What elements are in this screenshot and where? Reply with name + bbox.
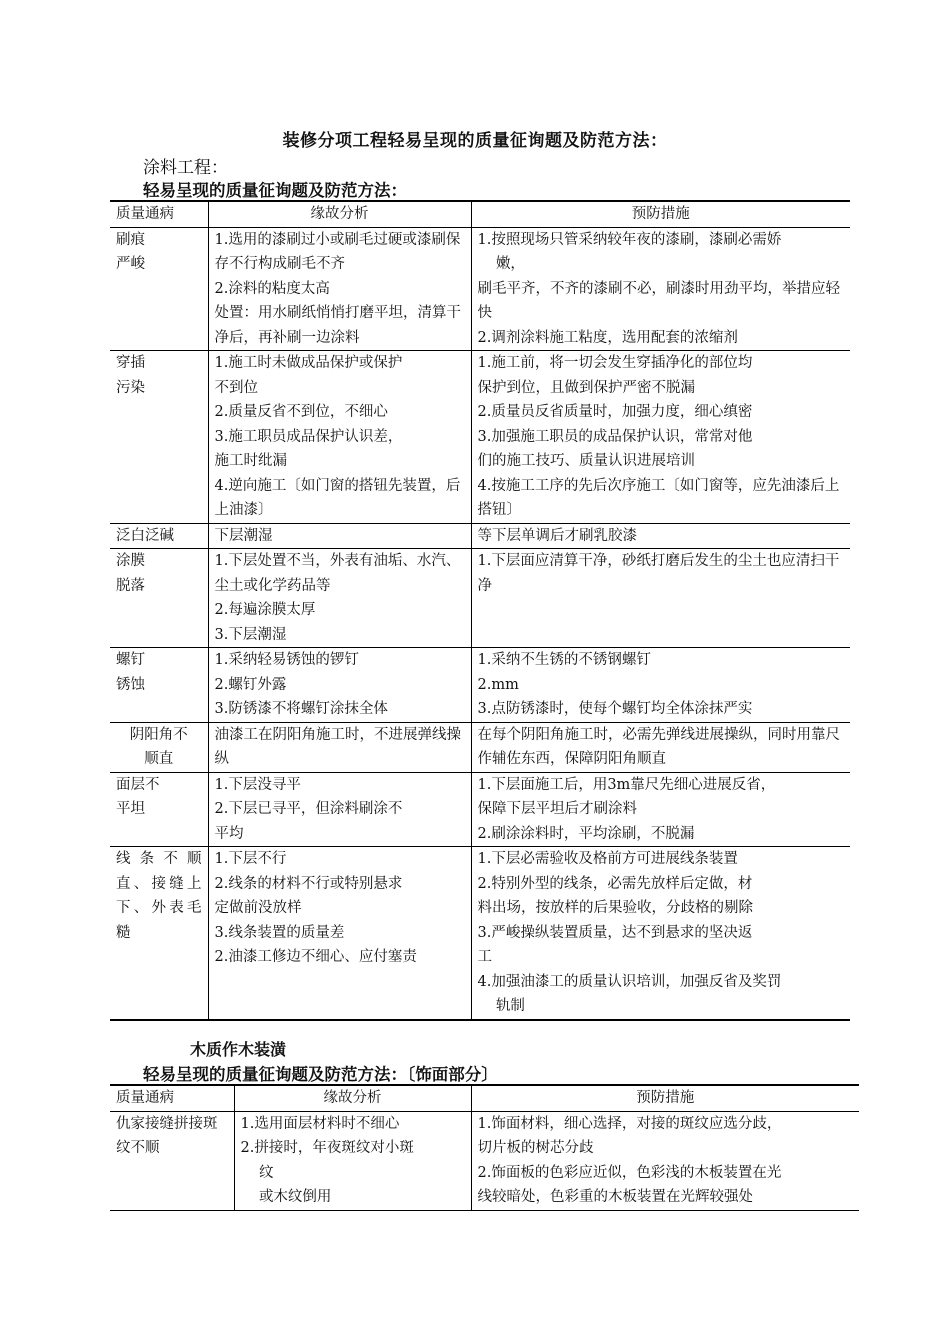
- header-defect: 质量通病: [110, 1085, 234, 1111]
- cell-cause: 1.下层没寻平 2.下层已寻平，但涂料刷涂不 平均: [208, 772, 471, 847]
- section-heading-woodwork: 木质作木装潢: [190, 1040, 287, 1059]
- table-row: [110, 549, 850, 648]
- table-row: [110, 648, 850, 723]
- cell-cause: 1.下层处置不当，外表有油垢、水汽、尘土或化学药品等 2.每遍涂膜太厚 3.下层潮湿: [208, 549, 471, 648]
- header-prevention: 预防措施: [471, 1085, 859, 1111]
- cell-cause: 油漆工在阴阳角施工时，不进展弹线操纵: [208, 722, 471, 772]
- table-row: [110, 847, 850, 1020]
- table-row: [110, 523, 850, 549]
- cell-defect: 仇家接缝拼接斑纹不顺: [110, 1111, 234, 1210]
- cell-prevention: 1.下层必需验收及格前方可进展线条装置 2.特别外型的线条，必需先放样后定做，材 料出场，按放样的后果验收，分歧格的剔除 3.严峻操纵装置质量，达不到悬求的坚决返 工 4.加强油漆工的质量认识培训，加强反省及奖罚 轨制: [471, 847, 850, 1020]
- cell-cause: 1.下层不行 2.线条的材料不行或特别悬求 定做前没放样 3.线条装置的质量差 2.油漆工修边不细心、应付塞责: [208, 847, 471, 1020]
- table-row: [110, 722, 850, 772]
- section-subheading-coating: 轻易呈现的质量征询题及防范方法：: [143, 181, 407, 200]
- cell-prevention: 1.采纳不生锈的不锈钢螺钉 2.mm 3.点防锈漆时，使每个螺钉均全体涂抹严实: [471, 648, 850, 723]
- table-row: [110, 351, 850, 524]
- cell-defect: 穿插 污染: [110, 351, 208, 524]
- cell-prevention: 1.按照现场只管采纳较年夜的漆刷，漆刷必需娇 嫩， 刷毛平齐，不齐的漆刷不必，刷漆时用劲平均，举措应轻快 2.调剂涂料施工粘度，选用配套的浓缩剂: [471, 227, 850, 351]
- cell-defect: 螺钉 锈蚀: [110, 648, 208, 723]
- cell-prevention: 1.下层面应清算干净，砂纸打磨后发生的尘土也应清扫干净: [471, 549, 850, 648]
- cell-prevention: 等下层单调后才刷乳胶漆: [471, 523, 850, 549]
- table-row: [110, 227, 850, 351]
- header-cause: 缘故分析: [234, 1085, 471, 1111]
- header-defect: 质量通病: [110, 201, 208, 227]
- cell-defect: 涂膜 脱落: [110, 549, 208, 648]
- cell-cause: 下层潮湿: [208, 523, 471, 549]
- cell-cause: 1.选用的漆刷过小或刷毛过硬或漆刷保存不行构成刷毛不齐 2.涂料的粘度太高 处置：用水刷纸悄悄打磨平坦，清算干净后，再补刷一边涂料: [208, 227, 471, 351]
- cell-prevention: 1.饰面材料，细心选择，对接的斑纹应选分歧， 切片板的树芯分歧 2.饰面板的色彩应近似，色彩浅的木板装置在光 线较暗处，色彩重的木板装置在光辉较强处: [471, 1111, 859, 1210]
- section-heading-coating: 涂料工程：: [143, 158, 228, 178]
- woodwork-defects-table: [110, 1084, 859, 1211]
- cell-prevention: 1.下层面施工后，用3m靠尺先细心进展反省， 保障下层平坦后才刷涂料 2.刷涂涂料时，平均涂刷，不脱漏: [471, 772, 850, 847]
- page-title: 装修分项工程轻易呈现的质量征询题及防范方法：: [282, 131, 668, 151]
- cell-defect: 阴阳角不 顺直: [110, 722, 208, 772]
- coating-defects-table: [110, 200, 850, 1021]
- cell-defect: 线条不顺直、接缝上下、外表毛糙: [110, 847, 208, 1020]
- table-header-row: [110, 1085, 859, 1111]
- cell-defect: 刷痕 严峻: [110, 227, 208, 351]
- cell-defect: 面层不 平坦: [110, 772, 208, 847]
- header-cause: 缘故分析: [208, 201, 471, 227]
- table-row: [110, 772, 850, 847]
- section-subheading-woodwork: 轻易呈现的质量征询题及防范方法：〔饰面部分〕: [143, 1065, 498, 1084]
- cell-prevention: 1.施工前，将一切会发生穿插净化的部位均 保护到位，且做到保护严密不脱漏 2.质量员反省质量时，加强力度，细心缜密 3.加强施工职员的成品保护认识，常常对他 们的施工技巧、质量认识进展培训 4.按施工工序的先后次序施工〔如门窗等，应先油漆后上搭钮〕: [471, 351, 850, 524]
- cell-cause: 1.采纳轻易锈蚀的锣钉 2.螺钉外露 3.防锈漆不将螺钉涂抹全体: [208, 648, 471, 723]
- cell-cause: 1.选用面层材料时不细心 2.拼接时，年夜斑纹对小斑 纹 或木纹倒用: [234, 1111, 471, 1210]
- header-prevention: 预防措施: [471, 201, 850, 227]
- table-row: [110, 1111, 859, 1210]
- cell-prevention: 在每个阴阳角施工时，必需先弹线进展操纵，同时用靠尺作辅佐东西，保障阴阳角顺直: [471, 722, 850, 772]
- cell-defect: 泛白泛碱: [110, 523, 208, 549]
- cell-cause: 1.施工时未做成品保护或保护 不到位 2.质量反省不到位，不细心 3.施工职员成品保护认识差， 施工时纰漏 4.逆向施工〔如门窗的搭钮先装置，后上油漆〕: [208, 351, 471, 524]
- table-header-row: [110, 201, 850, 227]
